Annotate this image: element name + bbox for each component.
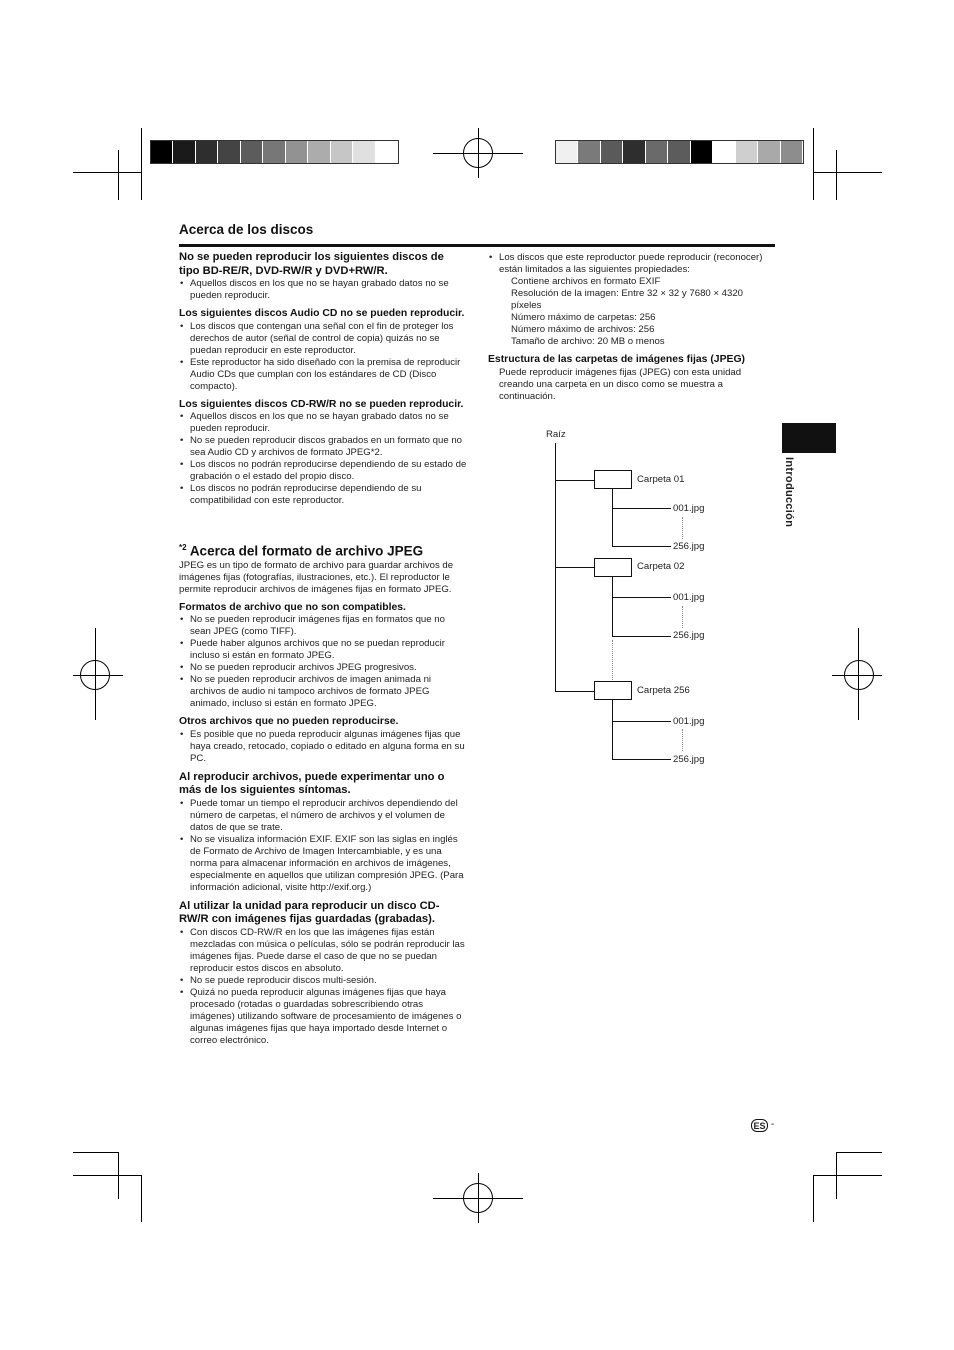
chapter-tab-label: Introducción (783, 457, 795, 528)
list-item: • Los discos que este reproductor puede reproducir (reconocer) están limitados a las siguientes propiedades: (488, 252, 773, 276)
bullet-list (179, 614, 467, 710)
folder-box (594, 558, 632, 577)
list-item: • Puede tomar un tiempo el reproducir archivos dependiendo del número de carpetas, el número de archivos y el volumen de datos de que se trate. (179, 798, 467, 834)
list-item: • Aquellos discos en los que no se hayan grabado datos no se pueden reproducir. (179, 411, 467, 435)
color-calibration-bar-right (555, 140, 804, 164)
file-label: 001.jpg (673, 716, 705, 727)
color-swatch (196, 141, 218, 163)
list-item: • Los discos que contengan una señal con el fin de proteger los derechos de autor (señal de control de copia) quizás no se puedan reproducir en este reproductor. (179, 321, 467, 357)
tree-root-label: Raíz (546, 429, 566, 440)
jpeg-section-title (179, 540, 467, 560)
language-badge: ES (751, 1119, 768, 1132)
property-item: Número máximo de archivos: 256 (511, 324, 655, 335)
color-swatch (286, 141, 308, 163)
bullet-list (179, 927, 467, 1047)
left-column (179, 251, 467, 1047)
color-swatch (668, 141, 690, 163)
section-heading: Los siguientes discos Audio CD no se pueden reproducir. (179, 308, 465, 319)
folder-label: Carpeta 01 (637, 474, 685, 485)
jpeg-intro: JPEG es un tipo de formato de archivo para guardar archivos de imágenes fijas (fotografías, ilustraciones, etc.). El reproductor le permite reproducir archivos de imágenes fijas en formato JPEG. (179, 559, 454, 595)
color-swatch (556, 141, 578, 163)
folder-label: Carpeta 02 (637, 561, 685, 572)
section-heading: Al reproducir archivos, puede experimentar uno o más de los siguientes síntomas. (179, 770, 445, 796)
folder-box (594, 470, 632, 489)
list-item: • No se puede reproducir discos multi-sesión. (179, 975, 467, 987)
list-item: • No se pueden reproducir archivos JPEG progresivos. (179, 662, 467, 674)
footnote-marker: *2 (179, 543, 187, 552)
right-column (488, 252, 773, 403)
property-item: Contiene archivos en formato EXIF (511, 276, 661, 287)
section-heading: Otros archivos que no pueden reproducirse. (179, 716, 399, 727)
file-label: 256.jpg (673, 541, 705, 552)
property-item: Número máximo de carpetas: 256 (511, 312, 656, 323)
properties-list (488, 276, 773, 348)
list-item: • No se pueden reproducir imágenes fijas en formatos que no sean JPEG (como TIFF). (179, 614, 467, 638)
list-item: • Los discos no podrán reproducirse dependiendo de su compatibilidad con este reproductor. (179, 483, 467, 507)
list-item: • Los discos no podrán reproducirse dependiendo de su estado de grabación o el estado del propio disco. (179, 459, 467, 483)
list-item: • No se pueden reproducir archivos de imagen animada ni archivos de audio ni tampoco archivos de formato JPEG animado, incluso si están en formato JPEG. (179, 674, 467, 710)
file-label: 256.jpg (673, 754, 705, 765)
bullet-list (179, 798, 467, 894)
color-swatch (353, 141, 375, 163)
file-label: 256.jpg (673, 630, 705, 641)
color-swatch (376, 141, 398, 163)
color-swatch (331, 141, 353, 163)
folder-label: Carpeta 256 (637, 685, 690, 696)
bullet-list (488, 252, 773, 276)
color-swatch (646, 141, 668, 163)
color-swatch (713, 141, 735, 163)
color-swatch (601, 141, 623, 163)
bullet-list (179, 411, 467, 507)
color-swatch (578, 141, 600, 163)
section-heading: Estructura de las carpetas de imágenes fijas (JPEG) (488, 354, 745, 365)
list-item: • Este reproductor ha sido diseñado con la premisa de reproducir Audio CDs que cumplan con los estándares de CD (Disco compacto). (179, 357, 467, 393)
section-heading: No se pueden reproducir los siguientes discos de tipo BD-RE/R, DVD-RW/R y DVD+RW/R. (179, 251, 444, 277)
bullet-list (179, 321, 467, 393)
page-title: Acerca de los discos (179, 222, 314, 237)
list-item: • Con discos CD-RW/R en los que las imágenes fijas están mezcladas con música o películas, sólo se podrán reproducir las imágenes fijas. Puede darse el caso de que no se puedan reproducir estos discos en absoluto. (179, 927, 467, 975)
list-item: • Quizá no pueda reproducir algunas imágenes fijas que haya procesado (rotadas o guardadas sobrescribiendo otras imágenes) utilizando software de procesamiento de imágenes o algunas imágenes fijas que haya importado desde Internet o correo electrónico. (179, 987, 467, 1047)
color-swatch (218, 141, 240, 163)
section-heading: Formatos de archivo que no son compatibles. (179, 601, 406, 613)
file-label: 001.jpg (673, 503, 705, 514)
chapter-tab-block (782, 423, 836, 453)
folder-box (594, 681, 632, 700)
file-label: 001.jpg (673, 592, 705, 603)
color-swatch (781, 141, 803, 163)
list-item: • Puede haber algunos archivos que no se puedan reproducir incluso si están en formato JPEG. (179, 638, 467, 662)
property-item: Resolución de la imagen: Entre 32 × 32 y 7680 × 4320 píxeles (511, 288, 744, 311)
bullet-list (179, 278, 467, 302)
color-swatch (263, 141, 285, 163)
color-swatch (691, 141, 713, 163)
list-item: • No se pueden reproducir discos grabados en un formato que no sea Audio CD y archivos de formato JPEG*2. (179, 435, 467, 459)
section-heading: Al utilizar la unidad para reproducir un disco CD-RW/R con imágenes fijas guardadas (grabadas). (179, 899, 440, 925)
color-swatch (151, 141, 173, 163)
property-item: Tamaño de archivo: 20 MB o menos (511, 336, 665, 347)
list-item: • Es posible que no pueda reproducir algunas imágenes fijas que haya creado, retocado, copiado o editado en alguna forma en su PC. (179, 729, 467, 765)
title-rule (179, 244, 775, 247)
section-text: Puede reproducir imágenes fijas (JPEG) con esta unidad creando una carpeta en un disco como se muestra a continuación. (499, 366, 742, 402)
color-swatch (736, 141, 758, 163)
list-item: • Aquellos discos en los que no se hayan grabado datos no se pueden reproducir. (179, 278, 467, 302)
color-swatch (241, 141, 263, 163)
page-number-dash: - (771, 1119, 775, 1130)
list-item: • No se visualiza información EXIF. EXIF son las siglas en inglés de Formato de Archivo de Imagen Intercambiable, y es una norma para almacenar información en archivos de imágenes, especialmente en aquellos que utilizan compresión JPEG. (Para información adicional, visite http://exif.org.) (179, 834, 467, 894)
color-swatch (758, 141, 780, 163)
section-heading: Los siguientes discos CD-RW/R no se pueden reproducir. (179, 398, 464, 410)
color-swatch (623, 141, 645, 163)
color-calibration-bar-left (150, 140, 399, 164)
bullet-list (179, 729, 467, 765)
color-swatch (308, 141, 330, 163)
color-swatch (173, 141, 195, 163)
jpeg-title-text: Acerca del formato de archivo JPEG (189, 543, 424, 559)
